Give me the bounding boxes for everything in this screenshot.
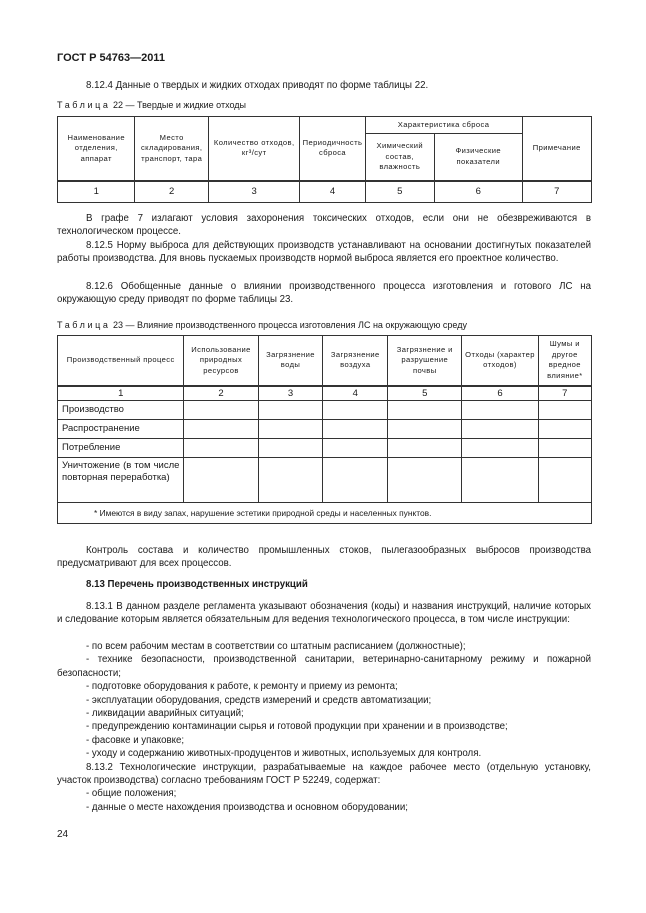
t23-header-noise: Шумы и другое вредное влияние*	[538, 336, 591, 386]
table-23	[57, 335, 592, 524]
list-item: - ликвидации аварийных ситуаций;	[86, 708, 244, 720]
t22-header-note: Примечание	[522, 117, 591, 181]
t22-col-num: 2	[135, 181, 208, 203]
t23-row-label: Распространение	[58, 419, 184, 438]
table-row	[58, 419, 592, 438]
t23-header-water: Загрязнение воды	[258, 336, 323, 386]
list-item: - по всем рабочим местам в соответствии со штатным расписанием (должностные);	[86, 641, 466, 652]
t22-col-num: 1	[58, 181, 135, 203]
t22-header-phys: Физические показатели	[434, 134, 522, 181]
table22-caption-text: 22 — Твердые и жидкие отходы	[113, 100, 246, 110]
table22-caption	[57, 100, 246, 110]
t22-header-characteristic: Характеристика сброса	[365, 117, 522, 134]
table-row	[58, 438, 592, 457]
t22-header-chem: Химический состав, влажность	[365, 134, 434, 181]
t23-col-num: 1	[58, 386, 184, 401]
t23-header-air: Загрязнение воздуха	[323, 336, 388, 386]
table22-caption-word: Таблица	[57, 100, 111, 110]
table23-caption-word: Таблица	[57, 320, 111, 330]
t23-col-num: 7	[538, 386, 591, 401]
t23-header-process: Производственный процесс	[58, 336, 184, 386]
list-item: - эксплуатации оборудования, средств измерений и средств автоматизации;	[86, 694, 432, 706]
paragraph-8-13-2: 8.13.2 Технологические инструкции, разрабатываемые на каждое рабочее место (отдельную установку, участок производства) согласно требованиям ГОСТ Р 52249, содержат:	[57, 761, 591, 787]
table-row	[58, 400, 592, 419]
t22-col-num: 7	[522, 181, 591, 203]
list-item: - данные о месте нахождения производства и основном оборудовании;	[86, 801, 408, 813]
table23-caption-text: 23 — Влияние производственного процесса изготовления ЛС на окружающую среду	[113, 320, 467, 330]
t23-header-resources: Использование природных ресурсов	[184, 336, 258, 386]
t22-header-quantity: Количество отходов, кг³/сут	[208, 117, 300, 181]
list-item: - подготовке оборудования к работе, к ремонту и приему из ремонта;	[86, 681, 398, 693]
document-header: ГОСТ Р 54763—2011	[57, 52, 165, 64]
t22-col-num: 5	[365, 181, 434, 203]
paragraph-8-12-4: 8.12.4 Данные о твердых и жидких отходах приводят по форме таблицы 22.	[86, 80, 429, 91]
paragraph-8-13-1: 8.13.1 В данном разделе регламента указывают обозначения (коды) и названия инструкций, наличие которых и следование которым является обязательным для ведения технологического процесса, в том числе инструкции:	[57, 601, 591, 626]
t22-header-storage: Место складирования, транспорт, тара	[135, 117, 208, 181]
table-22	[57, 116, 592, 203]
t22-header-name: Наименование отделения, аппарат	[58, 117, 135, 181]
list-item: - общие положения;	[86, 788, 177, 800]
t23-row-label: Производство	[58, 400, 184, 419]
list-item: - уходу и содержанию животных-продуцентов и животных, используемых для контроля.	[86, 748, 482, 760]
list-item: - технике безопасности, производственной санитарии, ветеринарно-санитарному режиму и пожарной безопасности;	[57, 654, 591, 679]
t23-col-num: 5	[388, 386, 462, 401]
t23-header-soil: Загрязнение и разрушение почвы	[388, 336, 462, 386]
table-row	[58, 457, 592, 502]
t23-row-label: Потребление	[58, 438, 184, 457]
t23-col-num: 6	[462, 386, 538, 401]
t22-col-num: 3	[208, 181, 300, 203]
t22-col-num: 4	[300, 181, 365, 203]
paragraph-control: Контроль состава и количество промышленных стоков, пылегазообразных выбросов производства предусматривают для всех процессов.	[57, 545, 591, 570]
section-heading-8-13: 8.13 Перечень производственных инструкций	[86, 579, 308, 590]
t23-col-num: 2	[184, 386, 258, 401]
page-number: 24	[57, 829, 69, 840]
paragraph-8-12-5: 8.12.5 Норму выброса для действующих производств устанавливают на основании достигнутых показателей работы производства. Для вновь пускаемых производств нормой выброса является его проектное количество.	[57, 240, 591, 265]
t22-col-num: 6	[434, 181, 522, 203]
t23-col-num: 3	[258, 386, 323, 401]
t23-row-label: Уничтожение (в том числе повторная переработка)	[58, 457, 184, 502]
paragraph-8-12-6: 8.12.6 Обобщенные данные о влиянии производственного процесса изготовления и готового ЛС на окружающую среду приводят по форме таблицы 23.	[57, 281, 591, 306]
instructions-list	[57, 640, 591, 814]
t23-col-num: 4	[323, 386, 388, 401]
table23-caption	[57, 320, 467, 330]
list-item: - предупреждению контаминации сырья и готовой продукции при хранении и в производстве;	[86, 721, 508, 733]
paragraph-graph7: В графе 7 излагают условия захоронения токсических отходов, если они не обезвреживаются в технологическом процессе.	[57, 213, 591, 238]
list-item: - фасовке и упаковке;	[86, 734, 185, 746]
t23-footnote: * Имеются в виду запах, нарушение эстетики природной среды и населенных пунктов.	[58, 502, 592, 523]
t22-header-period: Периодичность сброса	[300, 117, 365, 181]
t23-header-waste: Отходы (характер отходов)	[462, 336, 538, 386]
